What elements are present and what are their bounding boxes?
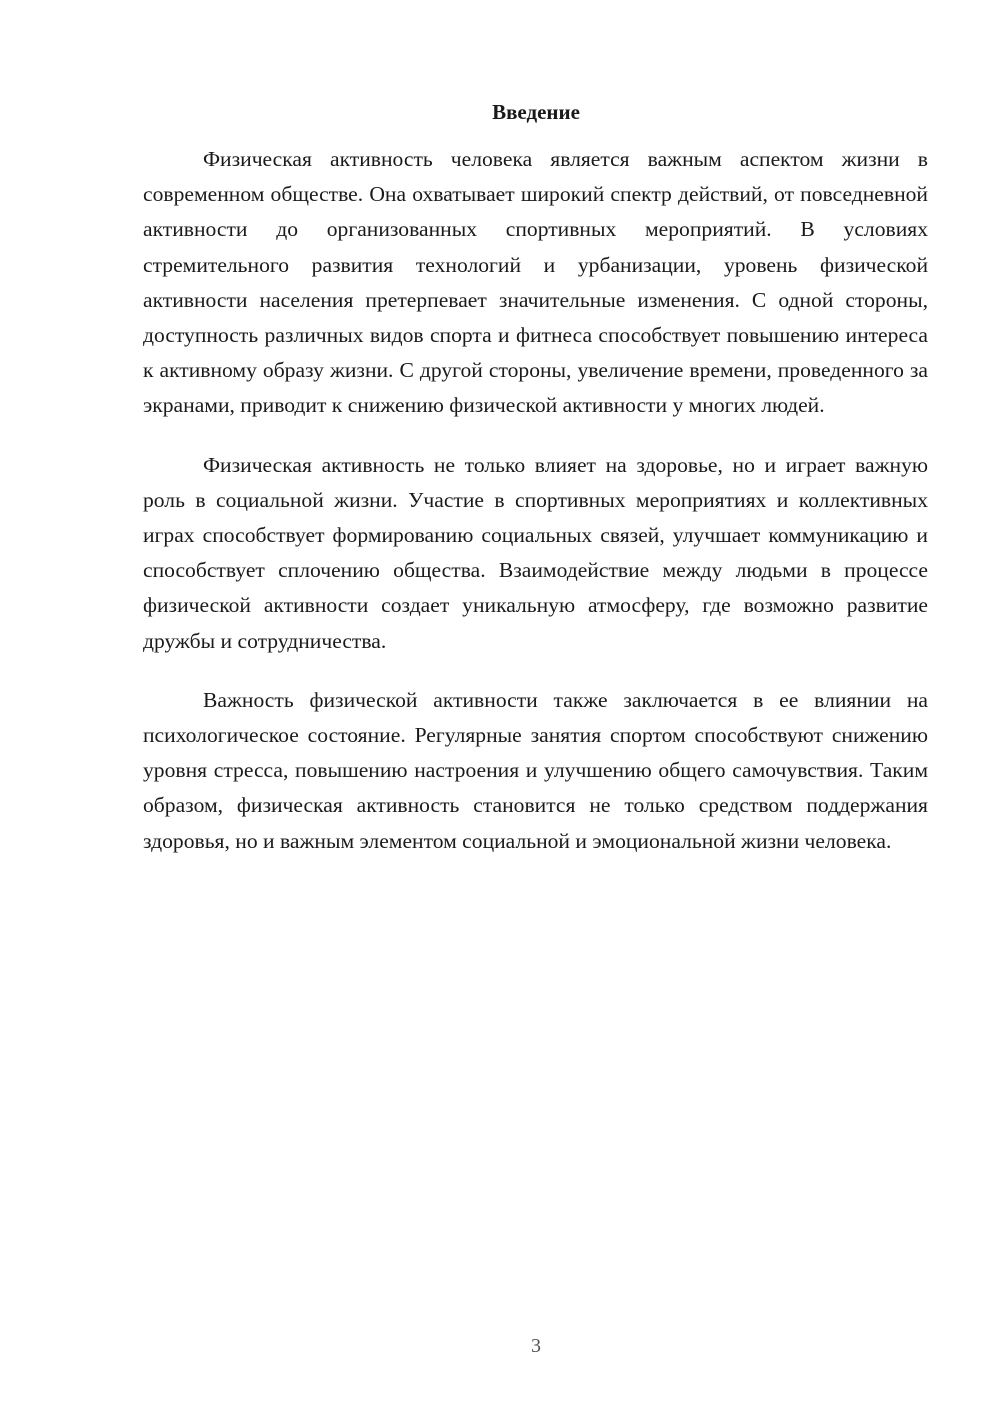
paragraph-1: Физическая активность человека является важным аспектом жизни в современном обществе. Она охватывает широкий спектр действий, от повседневной активности до организованных спортивных мероприятий. В условиях стремительного развития технологий и урбанизации, уровень физической активности населения претерпевает значительные изменения. С одной стороны, доступность различных видов спорта и фитнеса способствует повышению интереса к активному образу жизни. С другой стороны, увеличение времени, проведенного за экранами, приводит к снижению физической активности у многих людей. xyxy=(143,147,928,418)
section-title: Введение xyxy=(492,100,580,124)
paragraph-2: Физическая активность не только влияет на здоровье, но и играет важную роль в социальной жизни. Участие в спортивных мероприятиях и коллективных играх способствует формированию социальных связей, улучшает коммуникацию и способствует сплочению общества. Взаимодействие между людьми в процессе физической активности создает уникальную атмосферу, где возможно развитие дружбы и сотрудничества. xyxy=(143,452,928,653)
page-number: 3 xyxy=(531,1335,541,1357)
paragraph-3: Важность физической активности также заключается в ее влиянии на психологическое состояние. Регулярные занятия спортом способствуют снижению уровня стресса, повышению настроения и улучшению общего самочувствия. Таким образом, физическая активность становится не только средством поддержания здоровья, но и важным элементом социальной и эмоциональной жизни человека. xyxy=(143,687,928,853)
body-text xyxy=(143,142,928,883)
